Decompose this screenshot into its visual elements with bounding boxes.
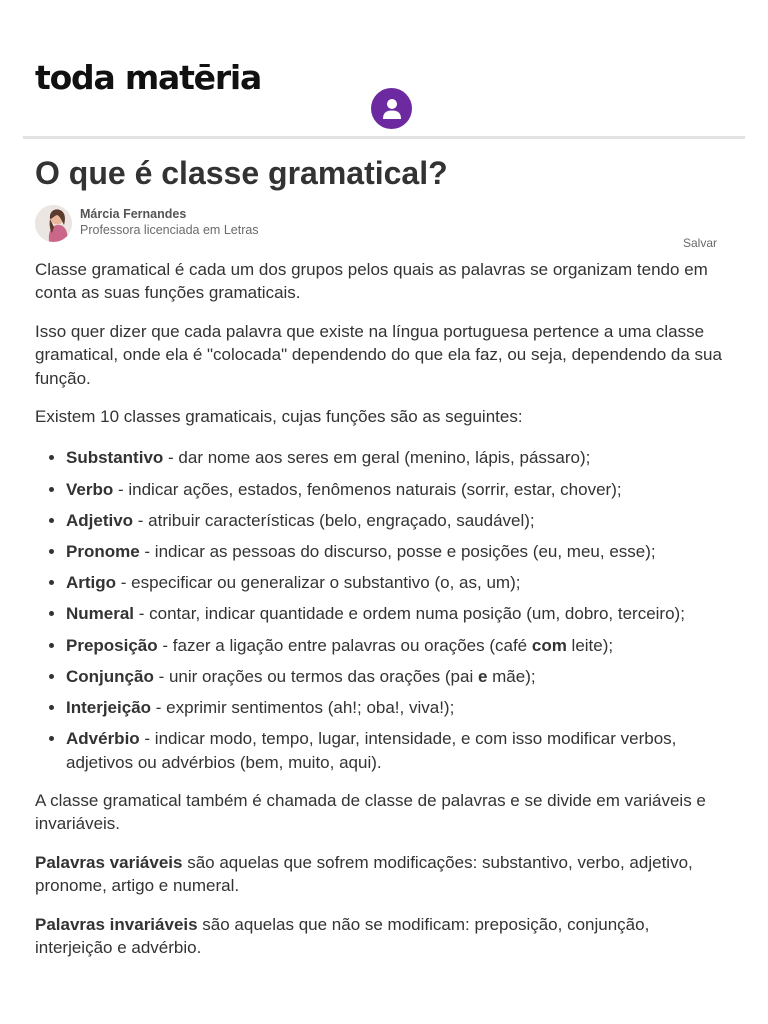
classes-list xyxy=(35,446,725,774)
list-item xyxy=(66,571,725,594)
author-name[interactable]: Márcia Fernandes xyxy=(80,207,187,221)
author-info xyxy=(35,205,725,249)
class-desc: - dar nome aos seres em geral (menino, lápis, pássaro); xyxy=(163,448,591,468)
author-role: Professora licenciada em Letras xyxy=(80,223,259,237)
header-divider xyxy=(23,136,745,139)
variable-words-desc: são aquelas que sofrem modificações: substantivo, verbo, adjetivo, pronome, artigo e numeral. xyxy=(35,852,693,896)
variable-words-term: Palavras variáveis xyxy=(35,852,183,872)
class-term: Interjeição xyxy=(66,698,152,718)
save-button[interactable]: Salvar xyxy=(683,236,718,250)
intro-paragraph: Isso quer dizer que cada palavra que existe na língua portuguesa pertence a uma classe gramatical, onde ela é "colocada" dependendo do que ela faz, ou seja, dependendo da sua função. xyxy=(35,321,722,388)
author-avatar[interactable] xyxy=(35,205,72,242)
class-desc-tail: leite); xyxy=(566,635,614,655)
class-term: Adjetivo xyxy=(66,510,134,530)
list-item xyxy=(66,665,725,688)
site-header xyxy=(0,0,768,140)
list-item xyxy=(66,540,725,563)
class-desc: - fazer a ligação entre palavras ou orações (café xyxy=(157,635,532,655)
class-desc: - unir orações ou termos das orações (pai xyxy=(153,666,478,686)
list-item xyxy=(66,478,725,501)
class-term: Verbo xyxy=(66,479,114,499)
class-example-emphasis: e xyxy=(477,666,488,686)
list-item xyxy=(66,634,725,657)
class-example-emphasis: com xyxy=(531,635,567,655)
site-logo[interactable] xyxy=(35,56,261,100)
logo-text: toda matēria xyxy=(35,58,262,97)
class-desc-tail: mãe); xyxy=(487,666,536,686)
invariable-words-term: Palavras invariáveis xyxy=(35,914,198,934)
intro-paragraph: Classe gramatical é cada um dos grupos pelos quais as palavras se organizam tendo em conta as suas funções gramaticais. xyxy=(35,260,708,303)
class-desc: - especificar ou generalizar o substantivo (o, as, um); xyxy=(116,573,521,593)
list-item xyxy=(66,602,725,625)
class-desc: - exprimir sentimentos (ah!; oba!, viva!); xyxy=(151,698,455,718)
class-term: Pronome xyxy=(66,542,140,562)
list-item xyxy=(66,696,725,719)
intro-paragraph: Existem 10 classes gramaticais, cujas funções são as seguintes: xyxy=(35,407,523,427)
list-item xyxy=(66,727,725,774)
variable-words-paragraph xyxy=(35,851,725,898)
list-item xyxy=(66,509,725,532)
invariable-words-paragraph xyxy=(35,913,725,960)
class-term: Artigo xyxy=(66,573,117,593)
avatar-image xyxy=(35,205,72,242)
article-body xyxy=(35,258,725,975)
class-term: Conjunção xyxy=(66,666,154,686)
class-term: Advérbio xyxy=(66,729,140,749)
class-term: Numeral xyxy=(66,604,135,624)
class-term: Substantivo xyxy=(66,448,164,468)
user-icon xyxy=(382,98,402,120)
class-desc: - atribuir características (belo, engraçado, saudável); xyxy=(133,510,535,530)
class-desc: - indicar as pessoas do discurso, posse e posições (eu, meu, esse); xyxy=(139,542,656,562)
class-desc: - indicar modo, tempo, lugar, intensidade, e com isso modificar verbos, adjetivos ou advérbios (bem, muito, aqui). xyxy=(66,729,677,772)
class-desc: - contar, indicar quantidade e ordem numa posição (um, dobro, terceiro); xyxy=(134,604,685,624)
list-item xyxy=(66,446,725,469)
invariable-words-desc: são aquelas que não se modificam: preposição, conjunção, interjeição e advérbio. xyxy=(35,914,650,958)
user-account-button[interactable] xyxy=(371,88,412,129)
outro-paragraph: A classe gramatical também é chamada de classe de palavras e se divide em variáveis e invariáveis. xyxy=(35,791,706,834)
page-title: O que é classe gramatical? xyxy=(35,155,448,191)
class-desc: - indicar ações, estados, fenômenos naturais (sorrir, estar, chover); xyxy=(113,479,622,499)
class-term: Preposição xyxy=(66,635,158,655)
